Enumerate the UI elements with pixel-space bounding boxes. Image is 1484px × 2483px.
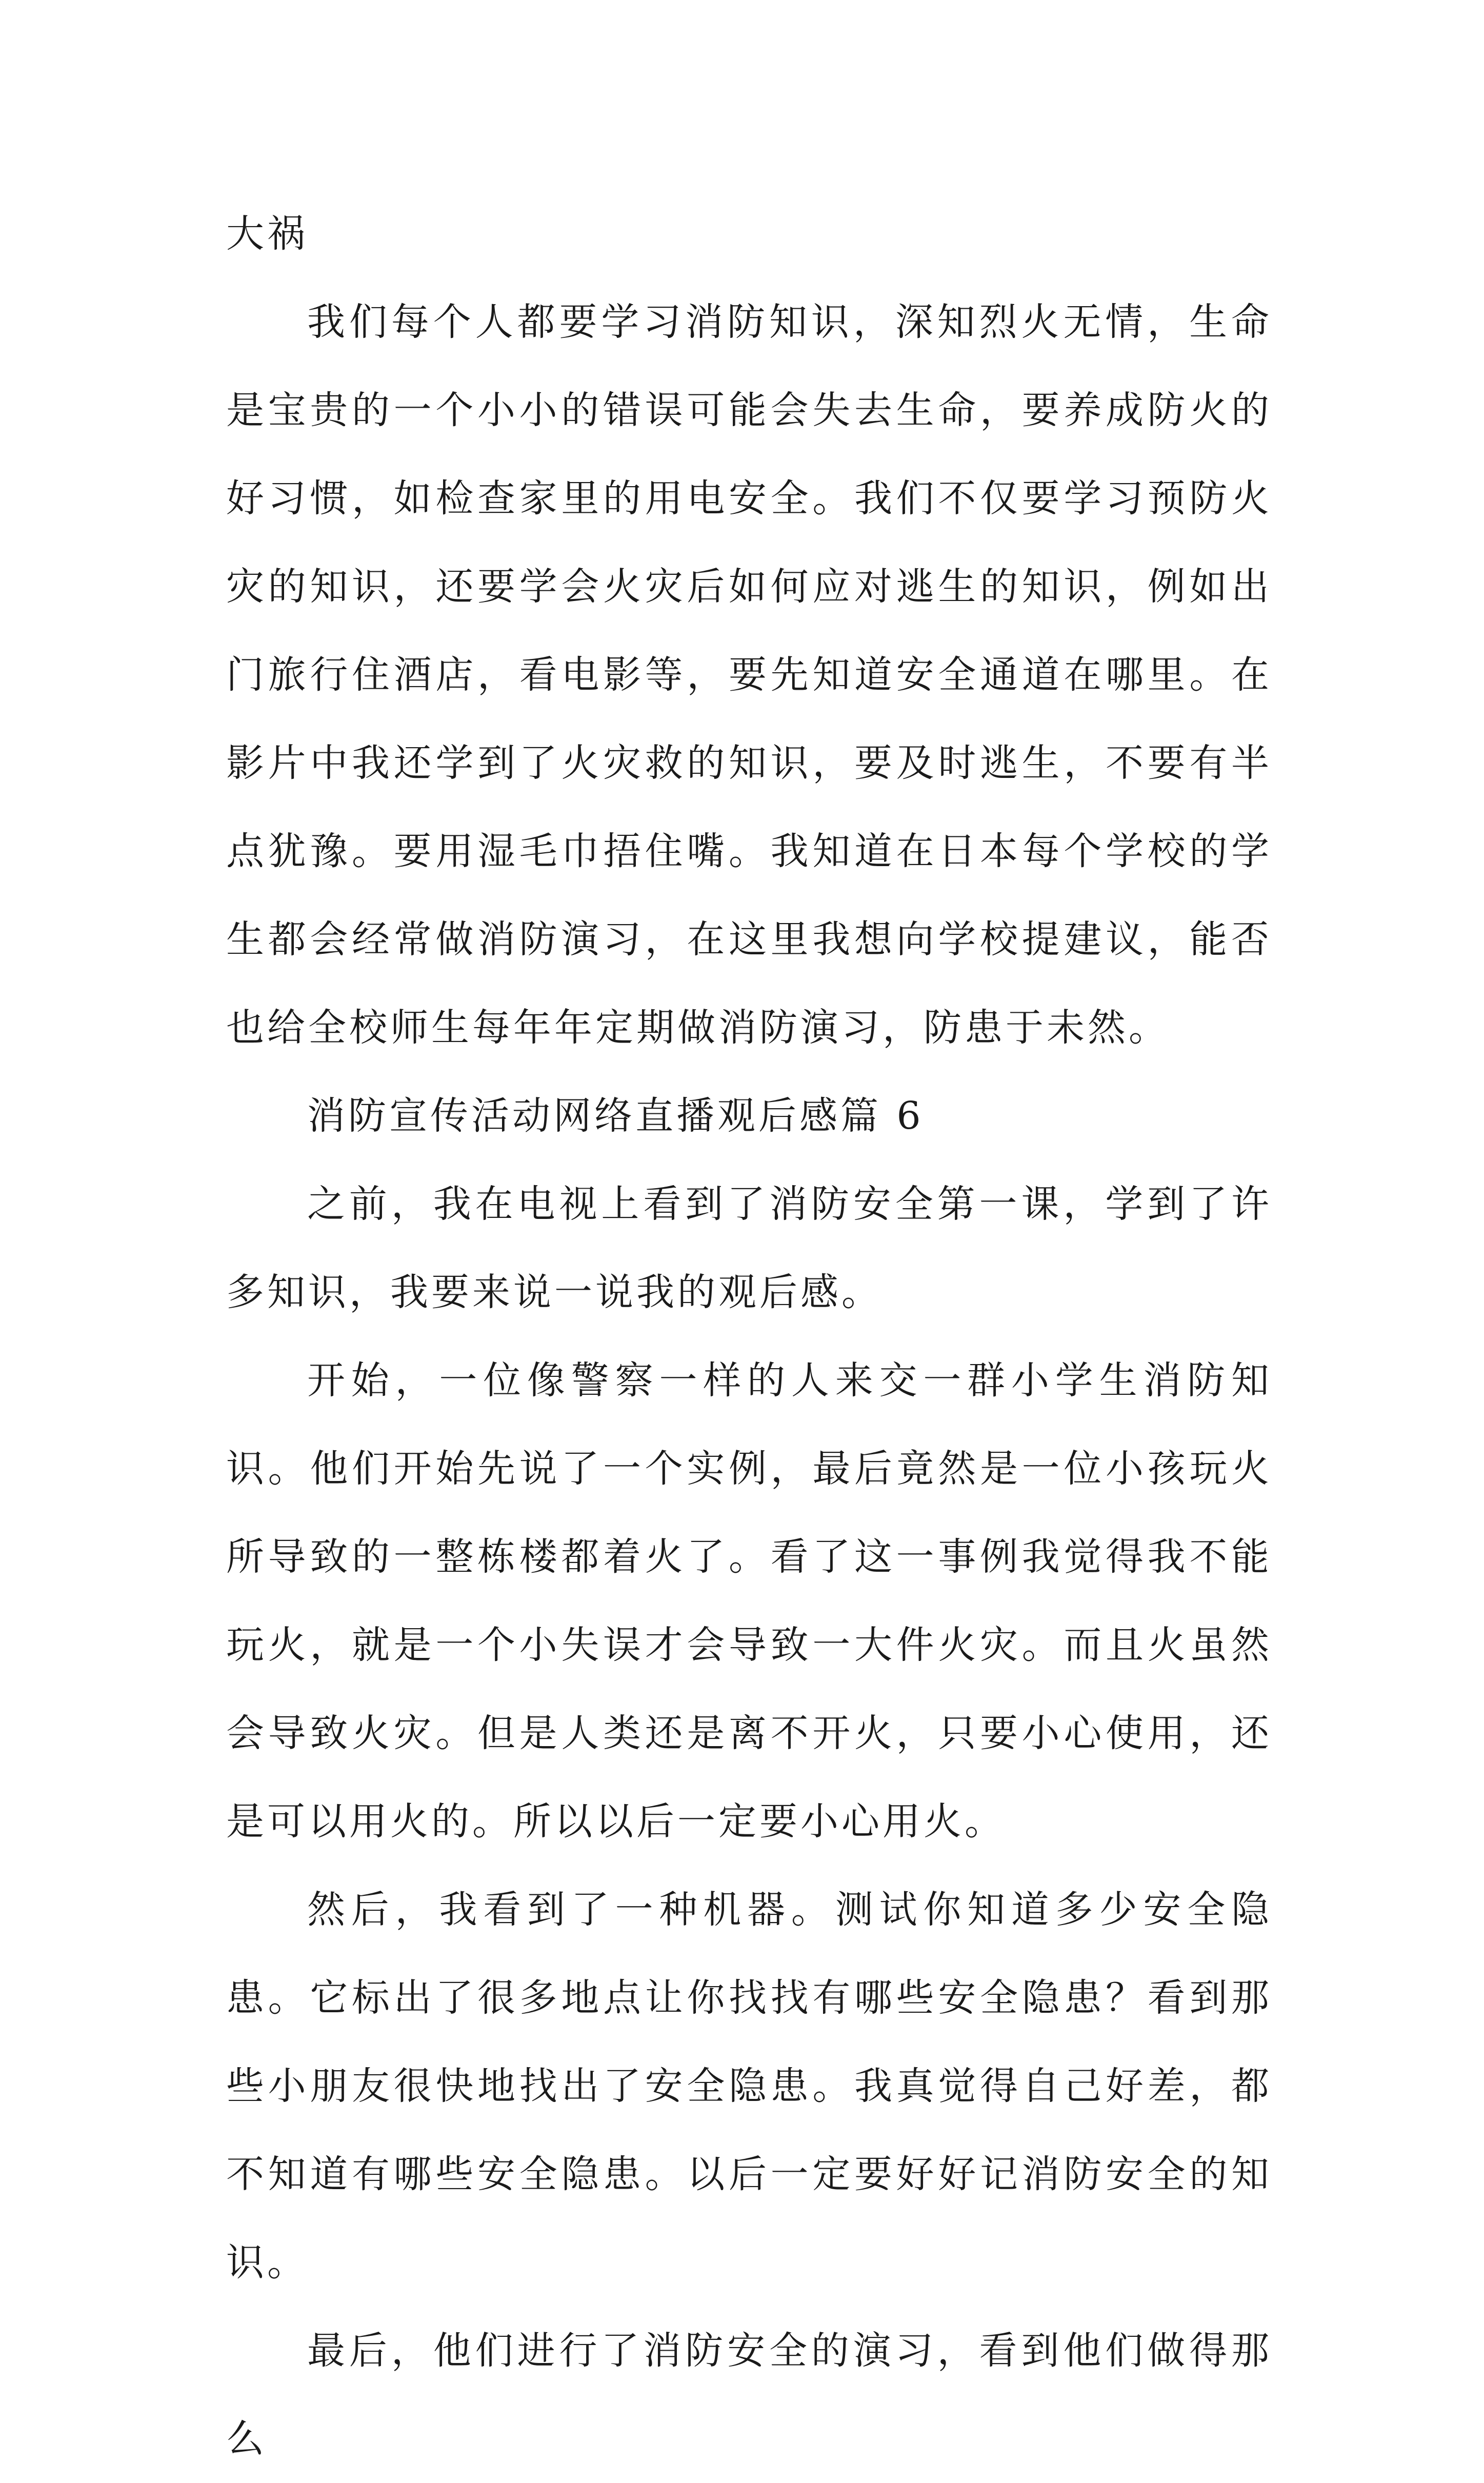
paragraph: 然后，我看到了一种机器。测试你知道多少安全隐患。它标出了很多地点让你找找有哪些安全隐患？看到那些小朋友很快地找出了安全隐患。我真觉得自己好差，都不知道有哪些安全隐患。以后一定要好好记消防安全的知识。 [226, 1888, 1272, 2285]
paragraph-continuation: 大祸 [226, 212, 308, 256]
paragraph: 最后，他们进行了消防安全的演习，看到他们做得那么 [226, 2329, 1272, 2461]
paragraph: 开始，一位像警察一样的人来交一群小学生消防知识。他们开始先说了一个实例，最后竟然是一位小孩玩火所导致的一整栋楼都着火了。看了这一事例我觉得我不能玩火，就是一个小失误才会导致一大件火灾。而且火虽然会导致火灾。但是人类还是离不开火，只要小心使用，还是可以用火的。所以以后一定要小心用火。 [226, 1358, 1272, 1844]
document-body [226, 190, 1272, 2483]
paragraph: 之前，我在电视上看到了消防安全第一课，学到了许多知识，我要来说一说我的观后感。 [226, 1182, 1272, 1314]
section-heading: 消防宣传活动网络直播观后感篇 6 [307, 1094, 924, 1138]
paragraph: 我们每个人都要学习消防知识，深知烈火无情，生命是宝贵的一个小小的错误可能会失去生命，要养成防火的好习惯，如检查家里的用电安全。我们不仅要学习预防火灾的知识，还要学会火灾后如何应对逃生的知识，例如出门旅行住酒店，看电影等，要先知道安全通道在哪里。在影片中我还学到了火灾救的知识，要及时逃生，不要有半点犹豫。要用湿毛巾捂住嘴。我知道在日本每个学校的学生都会经常做消防演习，在这里我想向学校提建议，能否也给全校师生每年年定期做消防演习，防患于未然。 [226, 300, 1272, 1050]
